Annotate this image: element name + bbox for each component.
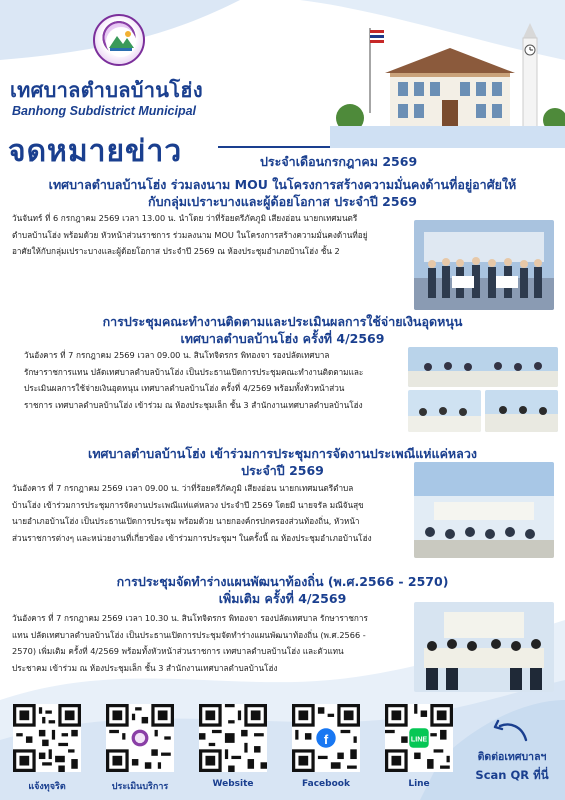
header [0,0,565,169]
article-1-body: วันจันทร์ ที่ 6 กรกฎาคม 2569 เวลา 13.00 น. นำโดย ว่าที่ร้อยตรีภัคภูมิ เสียงอ่อน นายกเทศมนตรี ตำบลบ้านโฮ่ง พร้อมด้วย หัวหน้าส่วนราชการ ร่วมลงนาม MOU ในโครงการสร้างความมั่นคงด้านที่อยู่ อาศัยให้กับกลุ่มเปราะบางและผู้ด้อยโอกาส ประจำปี 2569 ณ ห้องประชุมอำเภอบ้านโฮ่ง ชั้น 2 [12,213,368,256]
qr-code-icon [199,704,267,772]
qr-label: Facebook [302,779,350,789]
org-name-thai: เทศบาลตำบลบ้านโฮ่ง [10,78,203,102]
municipal-seal [93,14,145,66]
article-2-photo-3 [485,390,558,432]
qr-code-icon [385,704,453,772]
contact-line-2: Scan QR ที่นี่ [475,768,549,782]
svg-text:LINE: LINE [410,735,428,744]
article-2-photo-1 [408,347,558,387]
qr-label: ประเมินบริการ [111,782,169,792]
svg-text:f: f [323,731,329,747]
newsletter-title: จดหมายข่าว [8,134,183,169]
qr-website[interactable] [198,704,268,789]
article-2-photo-2 [408,390,481,432]
qr-code-icon [106,704,174,772]
qr-label: Website [212,779,254,789]
article-1-photo [414,220,554,310]
article-4-photo [414,602,554,692]
article-2-headline: การประชุมคณะทำงานติดตามและประเมินผลการใช้จ่ายเงินอุดหนุน เทศบาลตำบลบ้านโฮ่ง ครั้งที่ 4/2569 [102,314,463,346]
qr-service-evaluation[interactable] [105,704,175,793]
article-1-headline: เทศบาลตำบลบ้านโฮ่ง ร่วมลงนาม MOU ในโครงการสร้างความมั่นคงด้านที่อยู่อาศัยให้ กับกลุ่มเปราะบางและผู้ด้อยโอกาส ประจำปี 2569 [48,177,517,209]
municipal-building-photo [330,18,565,148]
org-name-english: Banhong Subdistrict Municipal [12,104,197,118]
article-4-body: วันอังคาร ที่ 7 กรกฎาคม 2569 เวลา 10.30 น. สินโทจิตรกร พิทองจา รองปลัดเทศบาล รักษาราชการ แทน ปลัดเทศบาลตำบลบ้านโฮ่ง เป็นประธานเปิดการประชุมจัดทำร่างแผนพัฒนาท้องถิ่น (พ.ศ.2566 - 2570) เพิ่มเติม ครั้งที่ 4/2569 พร้อมทั้งหัวหน้าส่วนราชการ เทศบาลตำบลบ้านโฮ่ง และตัวแทน ประชาคม เข้าร่วม ณ ห้องประชุมเล็ก ชั้น 3 สำนักงานเทศบาลตำบลบ้านโฮ่ง [12,613,368,673]
article-3-headline: เทศบาลตำบลบ้านโฮ่ง เข้าร่วมการประชุมการจัดงานประเพณีแห่แค่หลวง ประจำปี 2569 [88,446,477,478]
article-2-body: วันอังคาร ที่ 7 กรกฎาคม 2569 เวลา 09.00 น. สินโทจิตรกร พิทองจา รองปลัดเทศบาล รักษาราชการแทน ปลัดเทศบาลตำบลบ้านโฮ่ง เป็นประธานเปิดการประชุมคณะทำงานติดตามและ ประเมินผลการใช้จ่ายเงินอุดหนุน เทศบาลตำบลบ้านโฮ่ง ครั้งที่ 4/2569 พร้อมทั้งหัวหน้าส่วน ราชการ เทศบาลตำบลบ้านโฮ่ง เข้าร่วม ณ ห้องประชุมเล็ก ชั้น 3 สำนักงานเทศบาลตำบลบ้านโฮ่ง [24,350,364,410]
qr-report-corruption[interactable] [12,704,82,793]
curved-arrow-icon [492,718,532,744]
article-3-photo [414,462,554,558]
contact-callout [462,718,562,785]
qr-label: Line [408,779,430,789]
issue-month: ประจำเดือนกรกฎาคม 2569 [260,154,418,169]
contact-line-1: ติดต่อเทศบาลฯ [477,751,547,763]
qr-line[interactable] [384,704,454,789]
qr-code-icon [13,704,81,772]
article-4-headline: การประชุมจัดทำร่างแผนพัฒนาท้องถิ่น (พ.ศ.2566 - 2570) เพิ่มเติม ครั้งที่ 4/2569 [116,574,449,606]
article-3-body: วันอังคาร ที่ 7 กรกฎาคม 2569 เวลา 09.00 น. ว่าที่ร้อยตรีภัคภูมิ เสียงอ่อน นายกเทศมนตรีตำบล บ้านโฮ่ง เข้าร่วมการประชุมการจัดงานประเพณีแห่แค่หลวง ประจำปี 2569 โดยมี นายจรัล มณีจันสุข นายอำเภอบ้านโฮ่ง เป็นประธานเปิดการประชุม พร้อมด้วย นายกองค์กรปกครองส่วนท้องถิ่น, หัวหน้า ส่วนราชการต่างๆ และหน่วยงานที่เกี่ยวข้อง เข้าร่วมการประชุมฯ ในครั้งนี้ ณ ห้องประชุมอำเภอบ้านโฮ่ง [12,483,372,543]
qr-code-icon [292,704,360,772]
qr-facebook[interactable] [291,704,361,789]
qr-label: แจ้งทุจริต [28,782,66,792]
